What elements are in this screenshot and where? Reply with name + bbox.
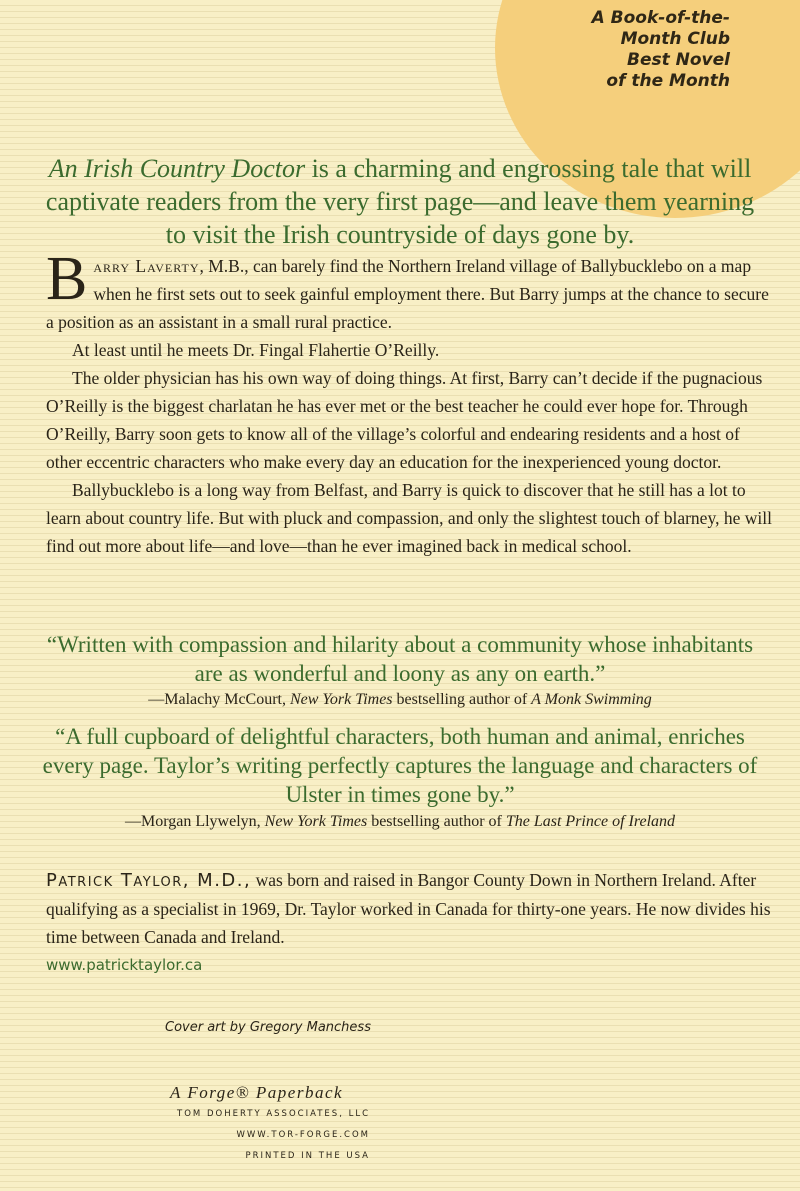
review-attribution [40, 690, 760, 710]
printed-in: PRINTED IN THE USA [245, 1151, 370, 1161]
author-name: Patrick Taylor, M.D., [46, 870, 252, 891]
review-quote: “Written with compassion and hilarity about a community whose inhabitants are as wonderful and loony as any on earth.” [46, 632, 754, 686]
attrib-text: bestselling author of [392, 691, 532, 708]
bio-text: was born and raised in Bangor County Down in Northern Ireland. After qualifying as a specialist in 1969, Dr. Taylor worked in Canada for thirty-one years. He now divides his time between Canada and Ireland. [46, 870, 771, 947]
attrib-author: —Morgan Llywelyn, [124, 813, 265, 830]
paragraph-text: , M.B., can barely find the Northern Ireland village of Ballybucklebo on a map when he first sets out to seek gainful employment there. But Barry jumps at the chance to secure a position as an assistant in a small rural practice. [46, 256, 769, 332]
badge-text [520, 8, 730, 92]
review-quote: “A full cupboard of delightful characters, both human and animal, enriches every page. Taylor’s writing perfectly captures the language and characters of Ulster in times gone by.” [42, 724, 758, 807]
attrib-book: A Monk Swimming [531, 691, 652, 708]
synopsis-paragraph-1 [46, 245, 772, 336]
review-attribution [40, 812, 760, 832]
badge-line: Month Club [620, 29, 730, 49]
badge-line: of the Month [606, 71, 730, 91]
intro-text: is a charming and engrossing tale that will captivate readers from the very first page—and leave them yearning to visit the Irish countryside of days gone by. [45, 154, 755, 249]
synopsis-paragraph-2: At least until he meets Dr. Fingal Flahertie O’Reilly. [72, 340, 440, 360]
attrib-publication: New York Times [264, 813, 368, 830]
publisher-website: WWW.TOR-FORGE.COM [236, 1130, 370, 1140]
synopsis-paragraph-4: Ballybucklebo is a long way from Belfast, and Barry is quick to discover that he still has a lot to learn about country life. But with pluck and compassion, and only the slightest touch of blarney, he will find out more about life—and love—than he ever imagined back in medical school. [46, 480, 772, 556]
attrib-book: The Last Prince of Ireland [505, 813, 676, 830]
author-bio [46, 866, 776, 951]
badge-line: Best Novel [627, 50, 730, 70]
intro-blurb [40, 152, 760, 251]
cover-art-credit: Cover art by Gregory Manchess [165, 1020, 371, 1035]
book-title: An Irish Country Doctor [48, 154, 306, 183]
attrib-publication: New York Times [289, 691, 393, 708]
attrib-author: —Malachy McCourt, [148, 691, 290, 708]
publisher-name: TOM DOHERTY ASSOCIATES, LLC [177, 1109, 370, 1119]
synopsis [46, 245, 772, 560]
synopsis-paragraph-3: The older physician has his own way of doing things. At first, Barry can’t decide if the pugnacious O’Reilly is the biggest charlatan he has ever met or the best teacher he could ever hope for. Through O’Reilly, Barry soon gets to know all of the village’s colorful and endearing residents and a host of other eccentric characters who make every day an education for the inexperienced young doctor. [46, 368, 763, 472]
badge-line: A Book-of-the- [591, 8, 730, 28]
forge-imprint: A Forge® Paperback [170, 1083, 344, 1102]
lead-in: arry Laverty [93, 256, 200, 276]
attrib-text: bestselling author of [367, 813, 506, 830]
author-website-link[interactable]: www.patricktaylor.ca [46, 956, 203, 974]
drop-cap: B [46, 245, 88, 313]
